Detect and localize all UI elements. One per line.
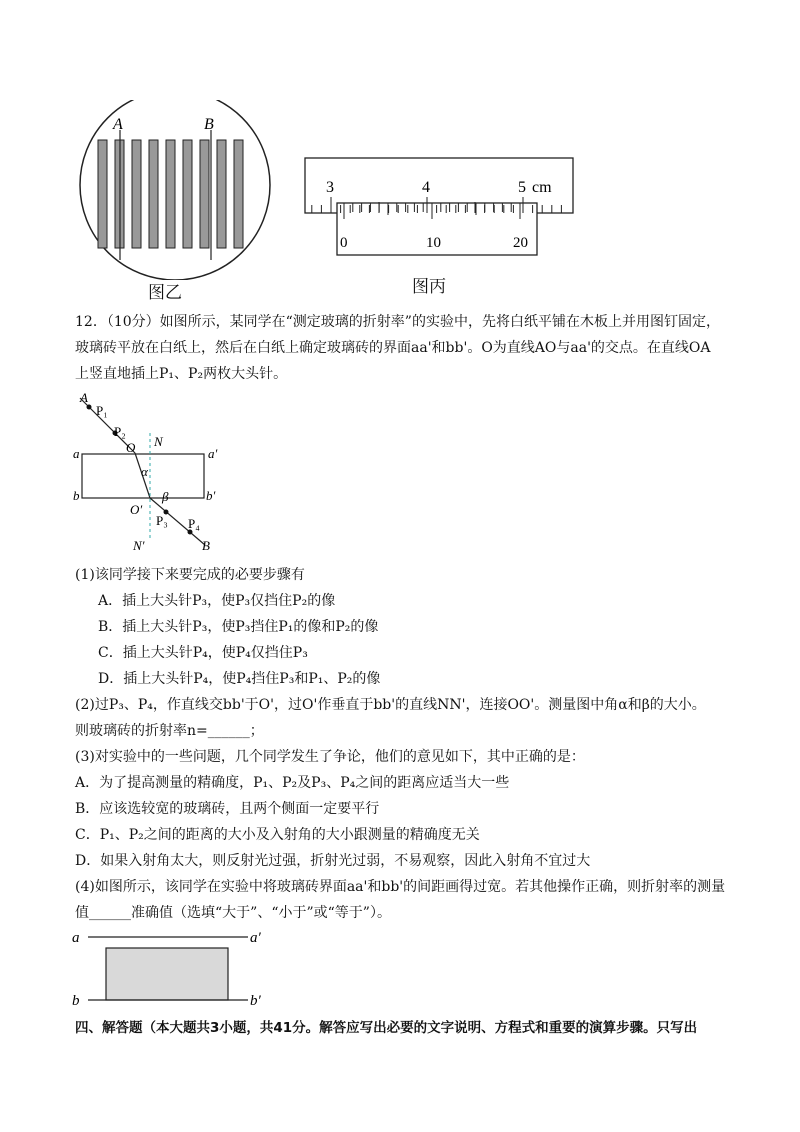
main-label-5: 5 <box>518 179 526 196</box>
unit-label: cm <box>532 179 552 196</box>
sub1-stem: (1)该同学接下来要完成的必要步骤有 <box>75 567 305 583</box>
sub1-option-d: D．插上大头针P₄，使P₄挡住P₃和P₁、P₂的像 <box>98 671 381 687</box>
figure-yi <box>75 100 280 280</box>
label-a: a <box>73 446 80 461</box>
label-A: A <box>80 390 88 405</box>
label-N: N <box>154 434 163 449</box>
label-a-prime: a′ <box>250 930 261 946</box>
wide-boundary-figure <box>70 925 270 1010</box>
label-a: a <box>72 930 80 946</box>
glass-block <box>106 948 228 1000</box>
label-P1: P₁ <box>96 403 108 418</box>
label-O: O <box>126 440 136 455</box>
sub1-option-a: A．插上大头针P₃，使P₃仅挡住P₂的像 <box>98 593 336 609</box>
q12-line-1: 12．（10分）如图所示，某同学在“测定玻璃的折射率”的实验中，先将白纸平铺在木板上并用图钉固定， <box>75 314 720 330</box>
q12-line-2: 玻璃砖平放在白纸上，然后在白纸上确定玻璃砖的界面aa'和bb'。O为直线AO与aa'的交点。在直线OA <box>75 340 711 356</box>
label-N-prime: N′ <box>133 538 145 553</box>
label-beta: β <box>162 489 169 504</box>
sub2-line-2: 则玻璃砖的折射率n=______； <box>75 723 264 739</box>
label-alpha: α <box>141 464 148 479</box>
label-P4: P₄ <box>188 516 200 531</box>
q12-line-3: 上竖直地插上P₁、P₂两枚大头针。 <box>75 366 288 382</box>
refraction-diagram <box>70 388 230 558</box>
figure-bing <box>300 155 580 260</box>
main-label-4: 4 <box>422 179 430 196</box>
sub1-option-c: C．插上大头针P₄，使P₄仅挡住P₃ <box>98 645 308 661</box>
label-a-prime: a′ <box>208 446 218 461</box>
sub4-line-2: 值______准确值（选填“大于”、“小于”或“等于”）。 <box>75 905 391 921</box>
sub1-option-b: B．插上大头针P₃，使P₃挡住P₁的像和P₂的像 <box>98 619 379 635</box>
label-b: B <box>204 116 214 133</box>
label-P2: P₂ <box>114 424 126 439</box>
sub3-option-a: A．为了提高测量的精确度，P₁、P₂及P₃、P₄之间的距离应适当大一些 <box>75 775 510 791</box>
label-b-prime: b′ <box>206 488 216 503</box>
label-P3: P₃ <box>156 513 168 528</box>
sub3-option-d: D．如果入射角太大，则反射光过强，折射光过弱，不易观察，因此入射角不宜过大 <box>75 853 591 869</box>
sub3-option-c: C．P₁、P₂之间的距离的大小及入射角的大小跟测量的精确度无关 <box>75 827 480 843</box>
sub4-line-1: (4)如图所示，该同学在实验中将玻璃砖界面aa'和bb'的间距画得过宽。若其他操作正确，则折射率的测量 <box>75 879 726 895</box>
label-a: A <box>113 116 123 133</box>
section-4-heading: 四、解答题（本大题共3小题，共41分。解答应写出必要的文字说明、方程式和重要的演算步骤。只写出 <box>75 1020 698 1036</box>
vernier-label-10: 10 <box>426 235 441 251</box>
caption-yi: 图乙 <box>148 283 182 303</box>
sub2-line-1: (2)过P₃、P₄，作直线交bb'于O'，过O'作垂直于bb'的直线NN'，连接OO'。测量图中角α和β的大小。 <box>75 697 706 713</box>
caption-bing: 图丙 <box>412 277 446 297</box>
label-b: b <box>72 993 80 1009</box>
pin-p1 <box>87 405 92 410</box>
label-b: b <box>73 488 80 503</box>
label-O-prime: O′ <box>130 502 143 517</box>
sub3-option-b: B．应该选较宽的玻璃砖，且两个侧面一定要平行 <box>75 801 380 817</box>
sub3-stem: (3)对实验中的一些问题，几个同学发生了争论，他们的意见如下，其中正确的是： <box>75 749 585 765</box>
label-B: B <box>202 538 210 553</box>
vernier-label-20: 20 <box>513 235 528 251</box>
vernier-label-0: 0 <box>340 235 348 251</box>
main-label-3: 3 <box>326 179 334 196</box>
label-b-prime: b′ <box>250 993 261 1009</box>
